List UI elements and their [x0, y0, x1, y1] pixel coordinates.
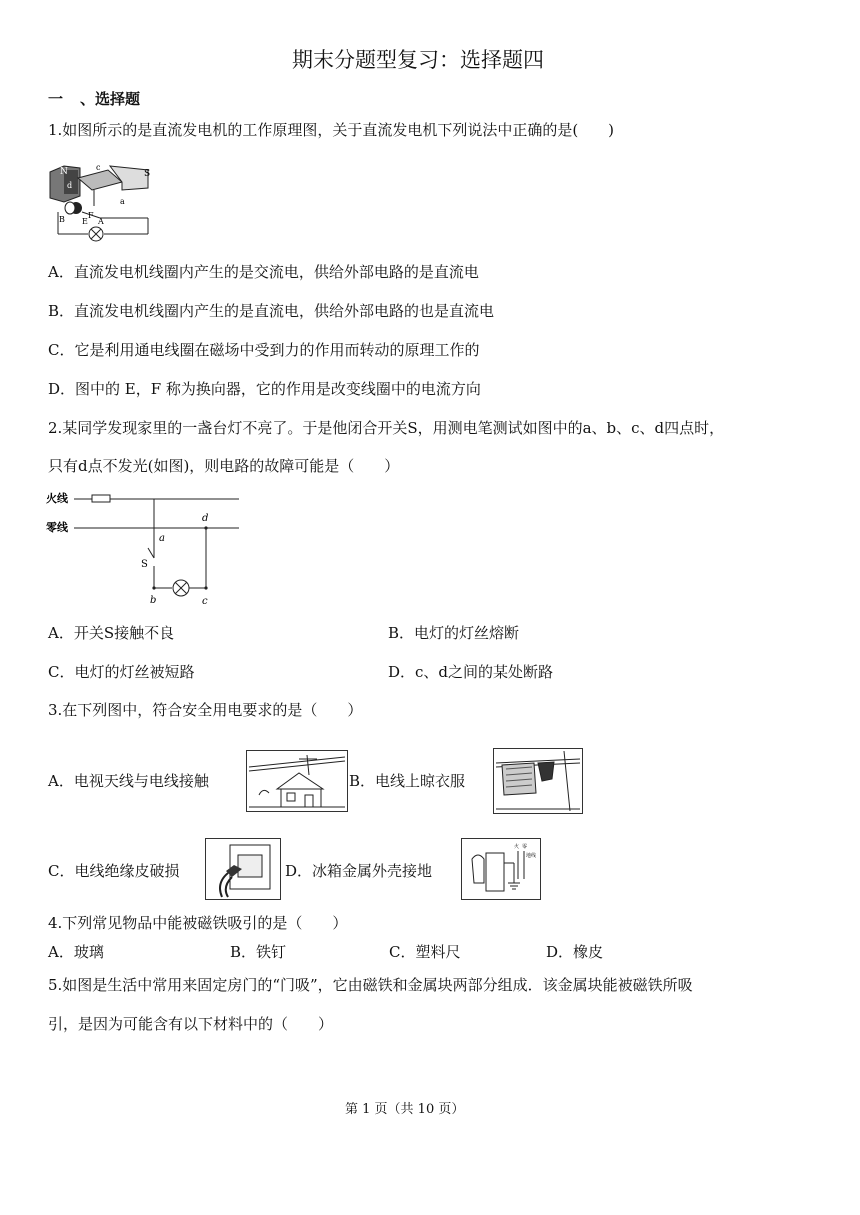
q1-option-a: A．直流发电机线圈内产生的是交流电，供给外部电路的是直流电 [48, 263, 479, 281]
q4-option-c: C．塑料尺 [389, 943, 461, 961]
fridge-grounding-picture [461, 838, 541, 900]
neutral-wire-label: 零线 [46, 521, 68, 534]
page-footer: 第 1 页（共 10 页） [345, 1102, 465, 1117]
label-A: A [98, 217, 104, 226]
q4-option-d: D．橡皮 [546, 943, 604, 961]
q1-option-c: C．它是利用通电线圈在磁场中受到力的作用而转动的原理工作的 [48, 341, 480, 359]
q2-option-c: C．电灯的灯丝被短路 [48, 663, 195, 681]
q5-stem-line1: 5.如图是生活中常用来固定房门的“门吸”，它由磁铁和金属块两部分组成．该金属块能被磁铁所吸 [48, 976, 693, 994]
q2-option-d: D．c、d之间的某处断路 [388, 663, 554, 681]
section-number: 一 [48, 90, 64, 108]
q2-stem-line1: 2.某同学发现家里的一盏台灯不亮了。于是他闭合开关S，用测电笔测试如图中的a、b、c、d四点时， [48, 419, 725, 437]
clothes-on-powerline-picture [493, 748, 583, 814]
point-b-label: b [150, 595, 157, 606]
q2-option-a: A．开关S接触不良 [48, 624, 175, 642]
q4-option-b: B．铁钉 [230, 943, 287, 961]
live-wire-label: 火线 [46, 492, 68, 505]
label-S: S [144, 169, 151, 179]
q2-stem-line2: 只有d点不发光(如图)，则电路的故障可能是（ ） [48, 457, 400, 475]
label-F: F [88, 211, 94, 220]
switch-label: S [141, 559, 148, 570]
fridge-ground-label: 地线 [526, 853, 537, 859]
point-c-label: c [202, 596, 208, 607]
label-N: N [60, 167, 68, 177]
label-B: B [59, 215, 65, 224]
damaged-insulation-picture [205, 838, 281, 900]
generator-diagram [48, 160, 154, 242]
q3-option-c: C．电线绝缘皮破损 [48, 862, 180, 880]
section-label: 、选择题 [80, 90, 141, 108]
q3-option-d: D．冰箱金属外壳接地 [285, 862, 433, 880]
q1-option-d: D．图中的 E，F 称为换向器，它的作用是改变线圈中的电流方向 [48, 380, 481, 398]
q1-stem: 1.如图所示的是直流发电机的工作原理图，关于直流发电机下列说法中正确的是( ) [48, 121, 615, 139]
label-E: E [82, 217, 88, 226]
q5-stem-line2: 引，是因为可能含有以下材料中的（ ） [48, 1015, 334, 1033]
label-a: a [120, 197, 125, 206]
lamp-circuit-diagram [44, 488, 244, 610]
fridge-fire-label: 火 [514, 844, 520, 850]
fridge-neutral-label: 零 [522, 844, 528, 850]
page-title: 期末分题型复习：选择题四 [292, 48, 544, 72]
label-d: d [67, 181, 73, 190]
q4-option-a: A．玻璃 [48, 943, 104, 961]
point-a-label: a [159, 533, 165, 544]
q4-stem: 4.下列常见物品中能被磁铁吸引的是（ ） [48, 914, 348, 932]
q3-option-b: B．电线上晾衣服 [349, 772, 466, 790]
tv-antenna-powerline-picture [246, 750, 348, 812]
fuse-icon [92, 495, 110, 502]
point-d-label: d [202, 513, 209, 524]
q3-stem: 3.在下列图中，符合安全用电要求的是（ ） [48, 701, 363, 719]
q2-option-b: B．电灯的灯丝熔断 [388, 624, 520, 642]
label-c: c [96, 163, 101, 172]
q3-option-a: A．电视天线与电线接触 [48, 772, 209, 790]
q1-option-b: B．直流发电机线圈内产生的是直流电，供给外部电路的也是直流电 [48, 302, 495, 320]
